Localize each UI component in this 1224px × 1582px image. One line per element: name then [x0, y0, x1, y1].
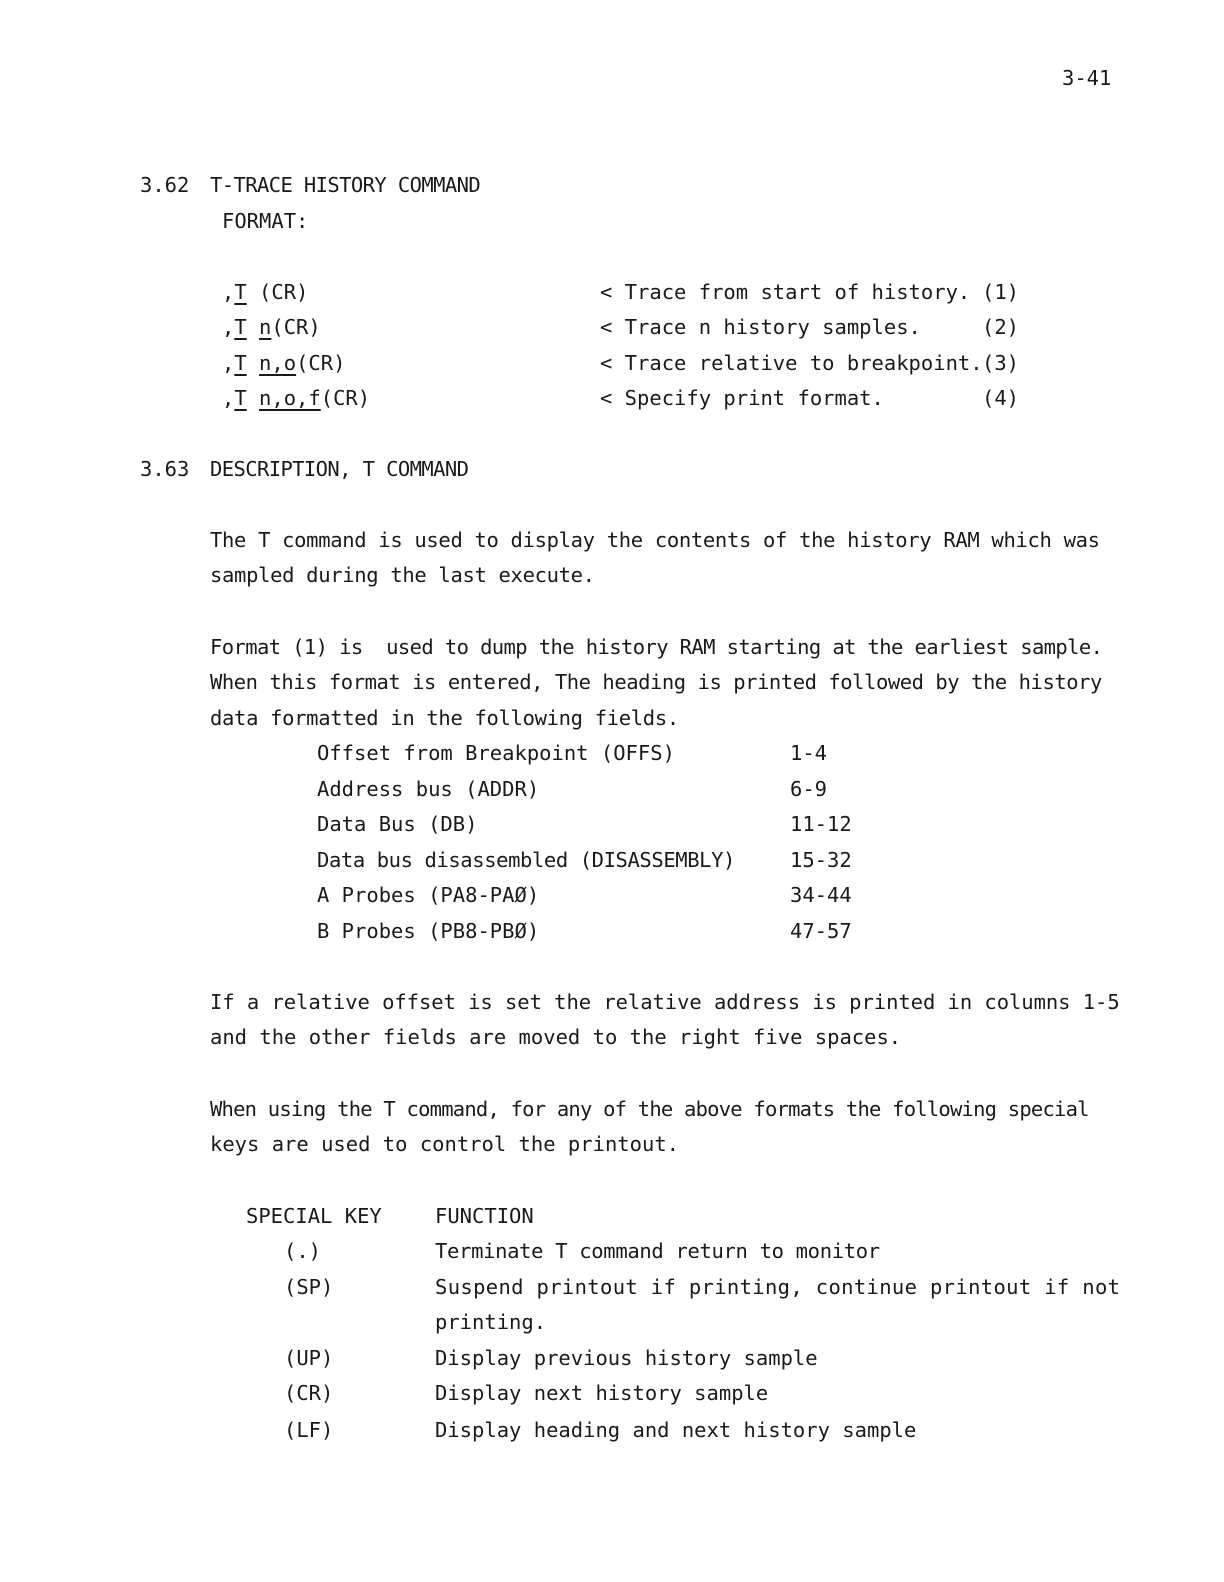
field-cols: 1-4: [790, 741, 828, 765]
key-function: Display previous history sample: [435, 1346, 818, 1370]
paragraph-line: and the other fields are moved to the right five spaces.: [210, 1025, 902, 1049]
special-key: (SP): [284, 1275, 334, 1299]
special-key: (.): [284, 1239, 322, 1263]
special-key: (UP): [284, 1346, 334, 1370]
field-name: B Probes (PB8-PBØ): [317, 919, 540, 943]
paragraph-line: The T command is used to display the contents of the history RAM which was: [210, 528, 1100, 552]
special-key: (CR): [284, 1381, 334, 1405]
format-prefix: ,: [222, 386, 235, 410]
section-363-title: DESCRIPTION, T COMMAND: [210, 457, 469, 481]
field-name: Address bus (ADDR): [317, 777, 540, 801]
format-command-1: [222, 282, 308, 303]
format-sep: [247, 280, 259, 304]
key-function: Terminate T command return to monitor: [435, 1239, 880, 1263]
format-args: n: [259, 315, 272, 339]
section-362-title: T-TRACE HISTORY COMMAND: [210, 173, 481, 197]
paragraph-line: sampled during the last execute.: [210, 563, 595, 587]
format-prefix: ,: [222, 280, 235, 304]
field-name: Offset from Breakpoint (OFFS): [317, 741, 675, 765]
keys-header-key: SPECIAL KEY: [246, 1204, 382, 1228]
format-sep: [247, 386, 259, 410]
paragraph-line: Format (1) is used to dump the history RAM starting at the earliest sample.: [210, 635, 1103, 659]
paragraph-line: keys are used to control the printout.: [210, 1132, 679, 1156]
field-cols: 6-9: [790, 777, 828, 801]
field-cols: 34-44: [790, 883, 852, 907]
format-cmd: T: [234, 351, 247, 375]
format-cmd: T: [234, 280, 247, 304]
paragraph-line: When this format is entered, The heading is printed followed by the history: [210, 670, 1102, 694]
field-name: A Probes (PA8-PAØ): [317, 883, 540, 907]
paragraph-line: If a relative offset is set the relative address is printed in columns 1-5: [210, 990, 1120, 1014]
format-desc-3: < Trace relative to breakpoint.: [600, 351, 983, 375]
paragraph-line: data formatted in the following fields.: [210, 706, 679, 730]
format-command-3: [222, 353, 345, 374]
key-function-cont: printing.: [435, 1310, 547, 1334]
key-function: Suspend printout if printing, continue printout if not: [435, 1275, 1121, 1299]
format-prefix: ,: [222, 315, 235, 339]
page-number: 3-41: [1062, 66, 1112, 90]
paragraph-line: When using the T command, for any of the above formats the following special: [210, 1097, 1089, 1121]
format-suffix: (CR): [296, 351, 346, 375]
key-function: Display heading and next history sample: [435, 1418, 917, 1442]
format-sep: [247, 351, 259, 375]
format-suffix: (CR): [320, 386, 371, 410]
keys-header-function: FUNCTION: [435, 1204, 534, 1228]
section-362-number: 3.62: [140, 173, 190, 197]
field-cols: 47-57: [790, 919, 852, 943]
format-num-3: (3): [982, 351, 1020, 375]
format-cmd: T: [234, 315, 247, 339]
section-363-number: 3.63: [140, 457, 190, 481]
field-cols: 11-12: [790, 812, 852, 836]
format-command-4: [222, 388, 370, 409]
format-sep: [247, 315, 259, 339]
format-num-4: (4): [982, 386, 1020, 410]
key-function: Display next history sample: [435, 1381, 769, 1405]
format-prefix: ,: [222, 351, 235, 375]
format-args: n,o,f: [259, 386, 321, 410]
field-name: Data Bus (DB): [317, 812, 478, 836]
format-label: FORMAT:: [222, 209, 309, 233]
format-args: n,o: [259, 351, 297, 375]
format-desc-4: < Specify print format.: [600, 386, 884, 410]
format-cmd: T: [234, 386, 247, 410]
field-name: Data bus disassembled (DISASSEMBLY): [317, 848, 735, 872]
format-num-2: (2): [982, 315, 1020, 339]
format-desc-2: < Trace n history samples.: [600, 315, 921, 339]
format-desc-1: < Trace from start of history.: [600, 280, 971, 304]
format-num-1: (1): [982, 280, 1020, 304]
field-cols: 15-32: [790, 848, 852, 872]
format-command-2: [222, 317, 321, 338]
special-key: (LF): [284, 1418, 334, 1442]
format-suffix: (CR): [259, 280, 309, 304]
format-suffix: (CR): [271, 315, 321, 339]
